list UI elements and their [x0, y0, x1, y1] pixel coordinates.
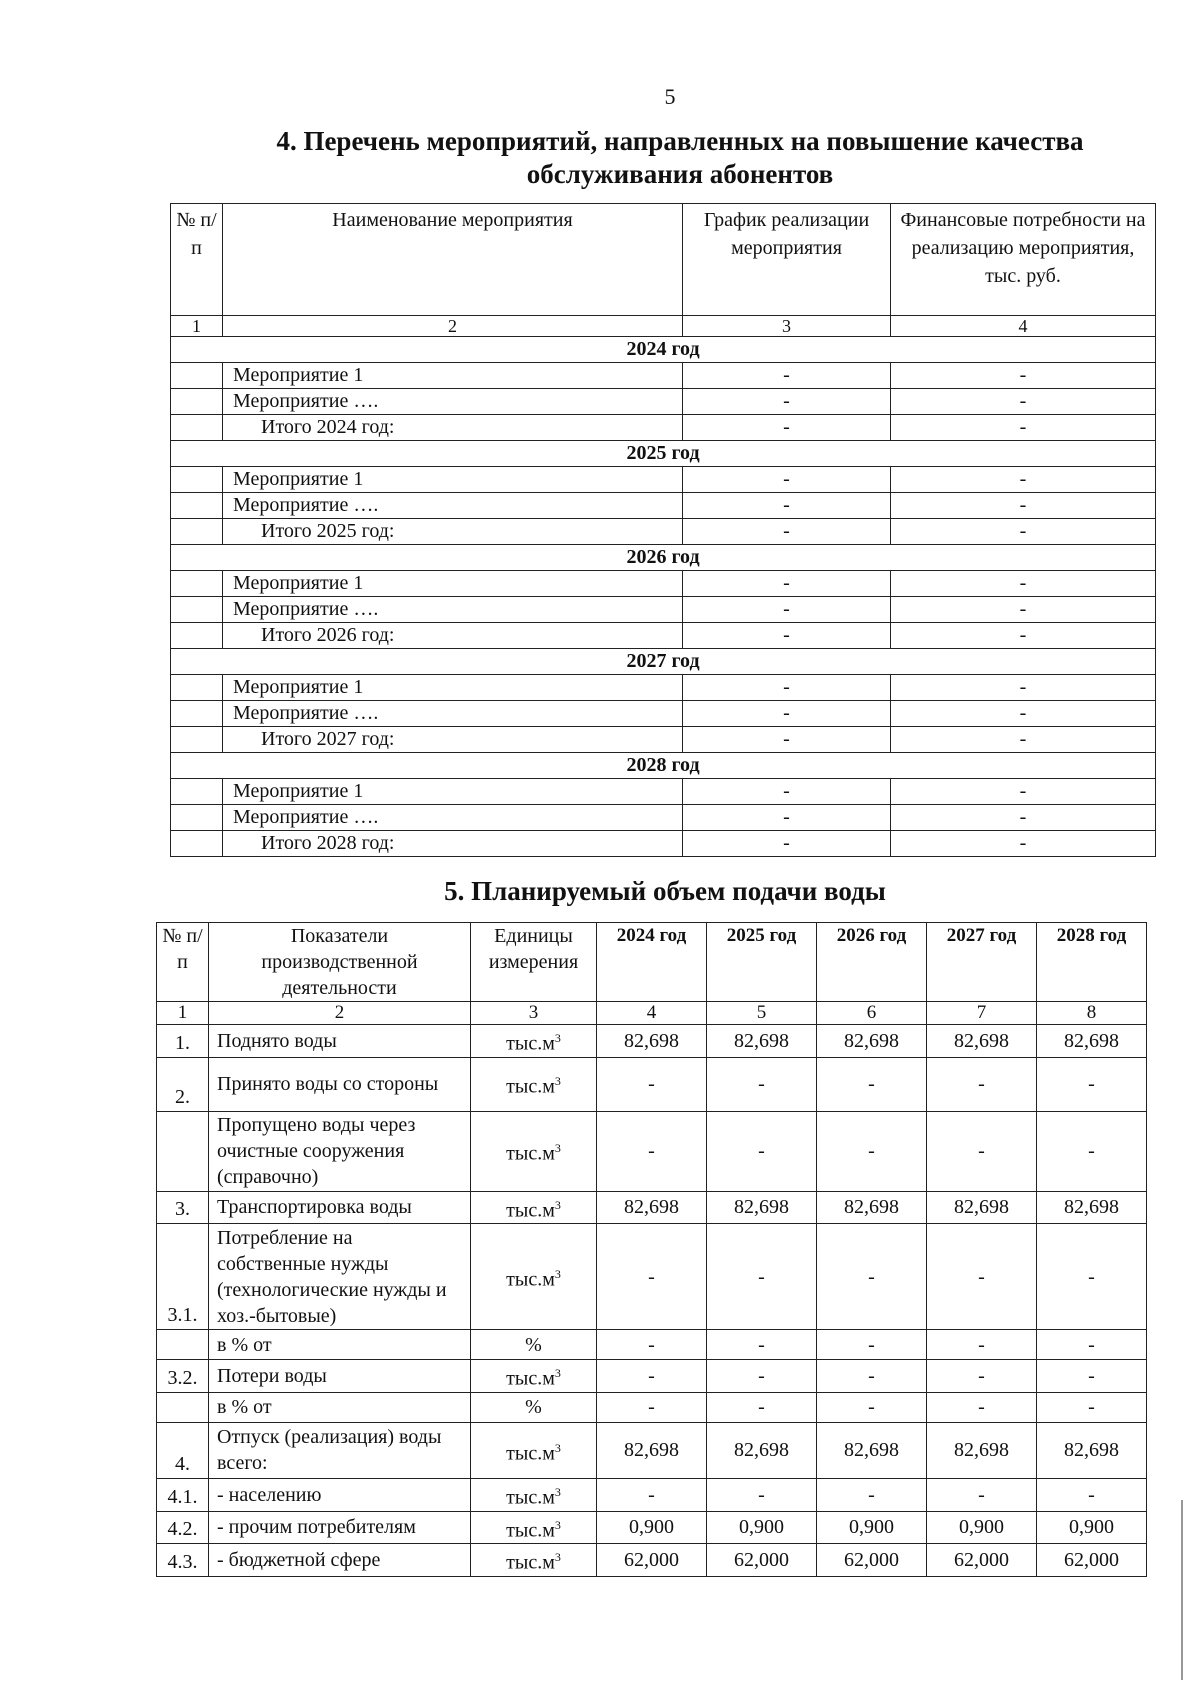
- unit-cell: [471, 1330, 597, 1360]
- measure-name: Мероприятие ….: [223, 389, 683, 415]
- measure-row: [171, 675, 1156, 701]
- value-cell: 82,698: [817, 1422, 927, 1478]
- measure-row: [171, 363, 1156, 389]
- row-number: [171, 571, 223, 597]
- schedule-value: -: [683, 415, 891, 441]
- unit-text: %: [525, 1333, 542, 1356]
- value-cell: -: [707, 1057, 817, 1111]
- column-number: 3: [471, 1002, 597, 1025]
- row-number: [171, 623, 223, 649]
- financing-value: -: [891, 779, 1156, 805]
- measure-row: [171, 389, 1156, 415]
- schedule-value: -: [683, 831, 891, 857]
- value-cell: -: [1037, 1111, 1147, 1191]
- year-row: [171, 337, 1156, 363]
- unit-text: тыс.м: [506, 1199, 555, 1222]
- unit-text: тыс.м: [506, 1142, 555, 1165]
- column-number: 8: [1037, 1002, 1147, 1025]
- year-row: [171, 441, 1156, 467]
- measure-name: Мероприятие 1: [223, 675, 683, 701]
- financing-value: -: [891, 467, 1156, 493]
- table-row: [157, 1478, 1147, 1511]
- schedule-value: -: [683, 675, 891, 701]
- value-cell: 62,000: [927, 1544, 1037, 1577]
- year-heading: 2026 год: [171, 545, 1156, 571]
- financing-value: -: [891, 363, 1156, 389]
- row-number: [171, 415, 223, 441]
- value-cell: -: [597, 1392, 707, 1422]
- financing-value: -: [891, 727, 1156, 753]
- column-number: 2: [209, 1002, 471, 1025]
- row-number: [171, 363, 223, 389]
- measure-row: [171, 779, 1156, 805]
- financing-value: -: [891, 571, 1156, 597]
- row-number: 2.: [157, 1057, 209, 1111]
- unit-text: тыс.м: [506, 1486, 555, 1509]
- measure-name: Мероприятие ….: [223, 701, 683, 727]
- year-heading: 2027 год: [171, 649, 1156, 675]
- value-cell: 82,698: [597, 1025, 707, 1058]
- column-number: 1: [157, 1002, 209, 1025]
- column-number: 4: [891, 316, 1156, 337]
- unit-superscript: 3: [554, 1550, 561, 1565]
- indicator-label: - прочим потребителям: [209, 1511, 471, 1544]
- unit-superscript: 3: [554, 1074, 561, 1089]
- measure-name: Мероприятие 1: [223, 571, 683, 597]
- header-number: № п/п: [157, 923, 209, 1002]
- table-row: [157, 1511, 1147, 1544]
- table-row: [157, 1360, 1147, 1393]
- unit-text: тыс.м: [506, 1551, 555, 1574]
- financing-value: -: [891, 675, 1156, 701]
- financing-value: -: [891, 805, 1156, 831]
- header-financing: Финансовые потребности на реализацию мероприятия, тыс. руб.: [891, 204, 1156, 316]
- row-number: [171, 727, 223, 753]
- measure-row: [171, 571, 1156, 597]
- unit-text: тыс.м: [506, 1442, 555, 1465]
- value-cell: -: [1037, 1224, 1147, 1330]
- value-cell: 62,000: [1037, 1544, 1147, 1577]
- measures-body: [171, 337, 1156, 857]
- measure-row: [171, 467, 1156, 493]
- unit-text: тыс.м: [506, 1268, 555, 1291]
- schedule-value: -: [683, 467, 891, 493]
- value-cell: -: [927, 1392, 1037, 1422]
- value-cell: -: [1037, 1478, 1147, 1511]
- year-row: [171, 545, 1156, 571]
- value-cell: -: [707, 1392, 817, 1422]
- year-heading: 2024 год: [171, 337, 1156, 363]
- financing-value: -: [891, 415, 1156, 441]
- header-units: Единицы измерения: [471, 923, 597, 1002]
- table-row: [157, 1111, 1147, 1191]
- value-cell: -: [927, 1057, 1037, 1111]
- value-cell: 0,900: [597, 1511, 707, 1544]
- measure-name: Мероприятие ….: [223, 805, 683, 831]
- row-number: 3.1.: [157, 1224, 209, 1330]
- column-number: 2: [223, 316, 683, 337]
- financing-value: -: [891, 701, 1156, 727]
- unit-cell: [471, 1025, 597, 1058]
- total-row: [171, 727, 1156, 753]
- row-number: 3.2.: [157, 1360, 209, 1393]
- column-number: 5: [707, 1002, 817, 1025]
- water-body: [157, 1025, 1147, 1577]
- value-cell: -: [817, 1111, 927, 1191]
- value-cell: -: [707, 1111, 817, 1191]
- value-cell: 82,698: [597, 1422, 707, 1478]
- total-row: [171, 623, 1156, 649]
- value-cell: -: [707, 1478, 817, 1511]
- schedule-value: -: [683, 623, 891, 649]
- header-number: № п/п: [171, 204, 223, 316]
- value-cell: -: [817, 1478, 927, 1511]
- row-number: 4.1.: [157, 1478, 209, 1511]
- schedule-value: -: [683, 493, 891, 519]
- table-row: [157, 1330, 1147, 1360]
- header-year: 2027 год: [927, 923, 1037, 1002]
- value-cell: -: [597, 1111, 707, 1191]
- total-row: [171, 519, 1156, 545]
- header-measure-name: Наименование мероприятия: [223, 204, 683, 316]
- measure-name: Мероприятие ….: [223, 597, 683, 623]
- row-number: [157, 1111, 209, 1191]
- measure-name: Мероприятие 1: [223, 467, 683, 493]
- year-heading: 2028 год: [171, 753, 1156, 779]
- column-number: 7: [927, 1002, 1037, 1025]
- indicator-label: Поднято воды: [209, 1025, 471, 1058]
- value-cell: -: [1037, 1392, 1147, 1422]
- indicator-label: Потребление на собственные нужды (технологические нужды и хоз.-бытовые): [209, 1224, 471, 1330]
- value-cell: 0,900: [1037, 1511, 1147, 1544]
- value-cell: 82,698: [707, 1191, 817, 1224]
- column-number: 4: [597, 1002, 707, 1025]
- value-cell: -: [1037, 1330, 1147, 1360]
- water-column-numbers: [157, 1002, 1147, 1025]
- value-cell: 82,698: [817, 1191, 927, 1224]
- value-cell: 62,000: [597, 1544, 707, 1577]
- financing-value: -: [891, 831, 1156, 857]
- schedule-value: -: [683, 571, 891, 597]
- value-cell: -: [927, 1478, 1037, 1511]
- schedule-value: -: [683, 727, 891, 753]
- table-row: [157, 1422, 1147, 1478]
- row-number: [171, 805, 223, 831]
- measures-table: [170, 203, 1156, 857]
- row-number: 4.3.: [157, 1544, 209, 1577]
- row-number: [171, 779, 223, 805]
- measures-column-numbers: [171, 316, 1156, 337]
- table-row: [157, 1544, 1147, 1577]
- row-number: [171, 467, 223, 493]
- unit-superscript: 3: [554, 1141, 561, 1156]
- water-supply-table: [156, 922, 1147, 1577]
- unit-superscript: 3: [554, 1517, 561, 1532]
- unit-text: тыс.м: [506, 1519, 555, 1542]
- schedule-value: -: [683, 701, 891, 727]
- unit-cell: [471, 1422, 597, 1478]
- row-number: [171, 597, 223, 623]
- table-row: [157, 1224, 1147, 1330]
- total-label: Итого 2026 год:: [223, 623, 683, 649]
- page-number: 5: [664, 84, 676, 109]
- indicator-label: Пропущено воды через очистные сооружения (справочно): [209, 1111, 471, 1191]
- water-header-row: [157, 923, 1147, 1002]
- value-cell: -: [817, 1057, 927, 1111]
- schedule-value: -: [683, 389, 891, 415]
- value-cell: -: [707, 1360, 817, 1393]
- measure-row: [171, 597, 1156, 623]
- indicator-label: в % от: [209, 1330, 471, 1360]
- schedule-value: -: [683, 519, 891, 545]
- indicator-label: Транспортировка воды: [209, 1191, 471, 1224]
- financing-value: -: [891, 519, 1156, 545]
- row-number: [171, 519, 223, 545]
- indicator-label: Отпуск (реализация) воды всего:: [209, 1422, 471, 1478]
- header-year: 2026 год: [817, 923, 927, 1002]
- scan-edge-line: [1181, 1500, 1183, 1680]
- financing-value: -: [891, 493, 1156, 519]
- schedule-value: -: [683, 805, 891, 831]
- value-cell: -: [927, 1330, 1037, 1360]
- section4-title: 4. Перечень мероприятий, направленных на повышение качества обслуживания абонентов: [276, 126, 1084, 189]
- value-cell: 82,698: [1037, 1191, 1147, 1224]
- measures-header-row: [171, 204, 1156, 316]
- column-number: 3: [683, 316, 891, 337]
- value-cell: 62,000: [707, 1544, 817, 1577]
- year-heading: 2025 год: [171, 441, 1156, 467]
- table-row: [157, 1025, 1147, 1058]
- value-cell: -: [707, 1330, 817, 1360]
- row-number: [171, 831, 223, 857]
- value-cell: 82,698: [927, 1422, 1037, 1478]
- measure-row: [171, 701, 1156, 727]
- unit-cell: [471, 1111, 597, 1191]
- unit-cell: [471, 1511, 597, 1544]
- header-year: 2028 год: [1037, 923, 1147, 1002]
- value-cell: -: [817, 1224, 927, 1330]
- measure-row: [171, 805, 1156, 831]
- value-cell: 82,698: [1037, 1025, 1147, 1058]
- value-cell: -: [597, 1330, 707, 1360]
- unit-text: тыс.м: [506, 1032, 555, 1055]
- value-cell: -: [1037, 1360, 1147, 1393]
- header-indicators: Показатели производственной деятельности: [209, 923, 471, 1002]
- header-year: 2025 год: [707, 923, 817, 1002]
- unit-cell: [471, 1478, 597, 1511]
- unit-superscript: 3: [554, 1484, 561, 1499]
- value-cell: -: [817, 1392, 927, 1422]
- unit-cell: [471, 1191, 597, 1224]
- schedule-value: -: [683, 597, 891, 623]
- row-number: 4.2.: [157, 1511, 209, 1544]
- value-cell: -: [597, 1360, 707, 1393]
- value-cell: -: [1037, 1057, 1147, 1111]
- indicator-label: Принято воды со стороны: [209, 1057, 471, 1111]
- table-row: [157, 1191, 1147, 1224]
- value-cell: 82,698: [927, 1191, 1037, 1224]
- header-schedule: График реализации мероприятия: [683, 204, 891, 316]
- value-cell: -: [927, 1111, 1037, 1191]
- row-number: 3.: [157, 1191, 209, 1224]
- indicator-label: - бюджетной сфере: [209, 1544, 471, 1577]
- section5-title: 5. Планируемый объем подачи воды: [444, 876, 886, 906]
- year-row: [171, 753, 1156, 779]
- unit-text: тыс.м: [506, 1075, 555, 1098]
- schedule-value: -: [683, 363, 891, 389]
- value-cell: -: [707, 1224, 817, 1330]
- column-number: 1: [171, 316, 223, 337]
- unit-cell: [471, 1392, 597, 1422]
- financing-value: -: [891, 623, 1156, 649]
- unit-text: %: [525, 1396, 542, 1419]
- value-cell: -: [817, 1330, 927, 1360]
- value-cell: -: [817, 1360, 927, 1393]
- value-cell: 0,900: [817, 1511, 927, 1544]
- value-cell: -: [927, 1224, 1037, 1330]
- unit-superscript: 3: [554, 1366, 561, 1381]
- total-row: [171, 415, 1156, 441]
- value-cell: -: [927, 1360, 1037, 1393]
- unit-cell: [471, 1544, 597, 1577]
- row-number: [157, 1392, 209, 1422]
- row-number: [157, 1330, 209, 1360]
- unit-superscript: 3: [554, 1440, 561, 1455]
- header-year: 2024 год: [597, 923, 707, 1002]
- value-cell: -: [597, 1478, 707, 1511]
- indicator-label: Потери воды: [209, 1360, 471, 1393]
- value-cell: 62,000: [817, 1544, 927, 1577]
- schedule-value: -: [683, 779, 891, 805]
- total-label: Итого 2027 год:: [223, 727, 683, 753]
- value-cell: 0,900: [707, 1511, 817, 1544]
- unit-cell: [471, 1224, 597, 1330]
- value-cell: 82,698: [1037, 1422, 1147, 1478]
- unit-text: тыс.м: [506, 1367, 555, 1390]
- total-row: [171, 831, 1156, 857]
- row-number: [171, 675, 223, 701]
- indicator-label: - населению: [209, 1478, 471, 1511]
- value-cell: 82,698: [707, 1422, 817, 1478]
- value-cell: 0,900: [927, 1511, 1037, 1544]
- indicator-label: в % от: [209, 1392, 471, 1422]
- column-number: 6: [817, 1002, 927, 1025]
- measure-name: Мероприятие 1: [223, 363, 683, 389]
- row-number: [171, 493, 223, 519]
- year-row: [171, 649, 1156, 675]
- unit-cell: [471, 1360, 597, 1393]
- value-cell: 82,698: [707, 1025, 817, 1058]
- total-label: Итого 2024 год:: [223, 415, 683, 441]
- value-cell: 82,698: [817, 1025, 927, 1058]
- total-label: Итого 2025 год:: [223, 519, 683, 545]
- row-number: 4.: [157, 1422, 209, 1478]
- table-row: [157, 1392, 1147, 1422]
- measure-name: Мероприятие ….: [223, 493, 683, 519]
- unit-cell: [471, 1057, 597, 1111]
- measure-name: Мероприятие 1: [223, 779, 683, 805]
- row-number: 1.: [157, 1025, 209, 1058]
- measure-row: [171, 493, 1156, 519]
- table-row: [157, 1057, 1147, 1111]
- financing-value: -: [891, 389, 1156, 415]
- total-label: Итого 2028 год:: [223, 831, 683, 857]
- value-cell: 82,698: [927, 1025, 1037, 1058]
- row-number: [171, 701, 223, 727]
- value-cell: -: [597, 1224, 707, 1330]
- row-number: [171, 389, 223, 415]
- value-cell: 82,698: [597, 1191, 707, 1224]
- unit-superscript: 3: [554, 1031, 561, 1045]
- value-cell: -: [597, 1057, 707, 1111]
- financing-value: -: [891, 597, 1156, 623]
- unit-superscript: 3: [554, 1266, 561, 1281]
- unit-superscript: 3: [554, 1197, 561, 1212]
